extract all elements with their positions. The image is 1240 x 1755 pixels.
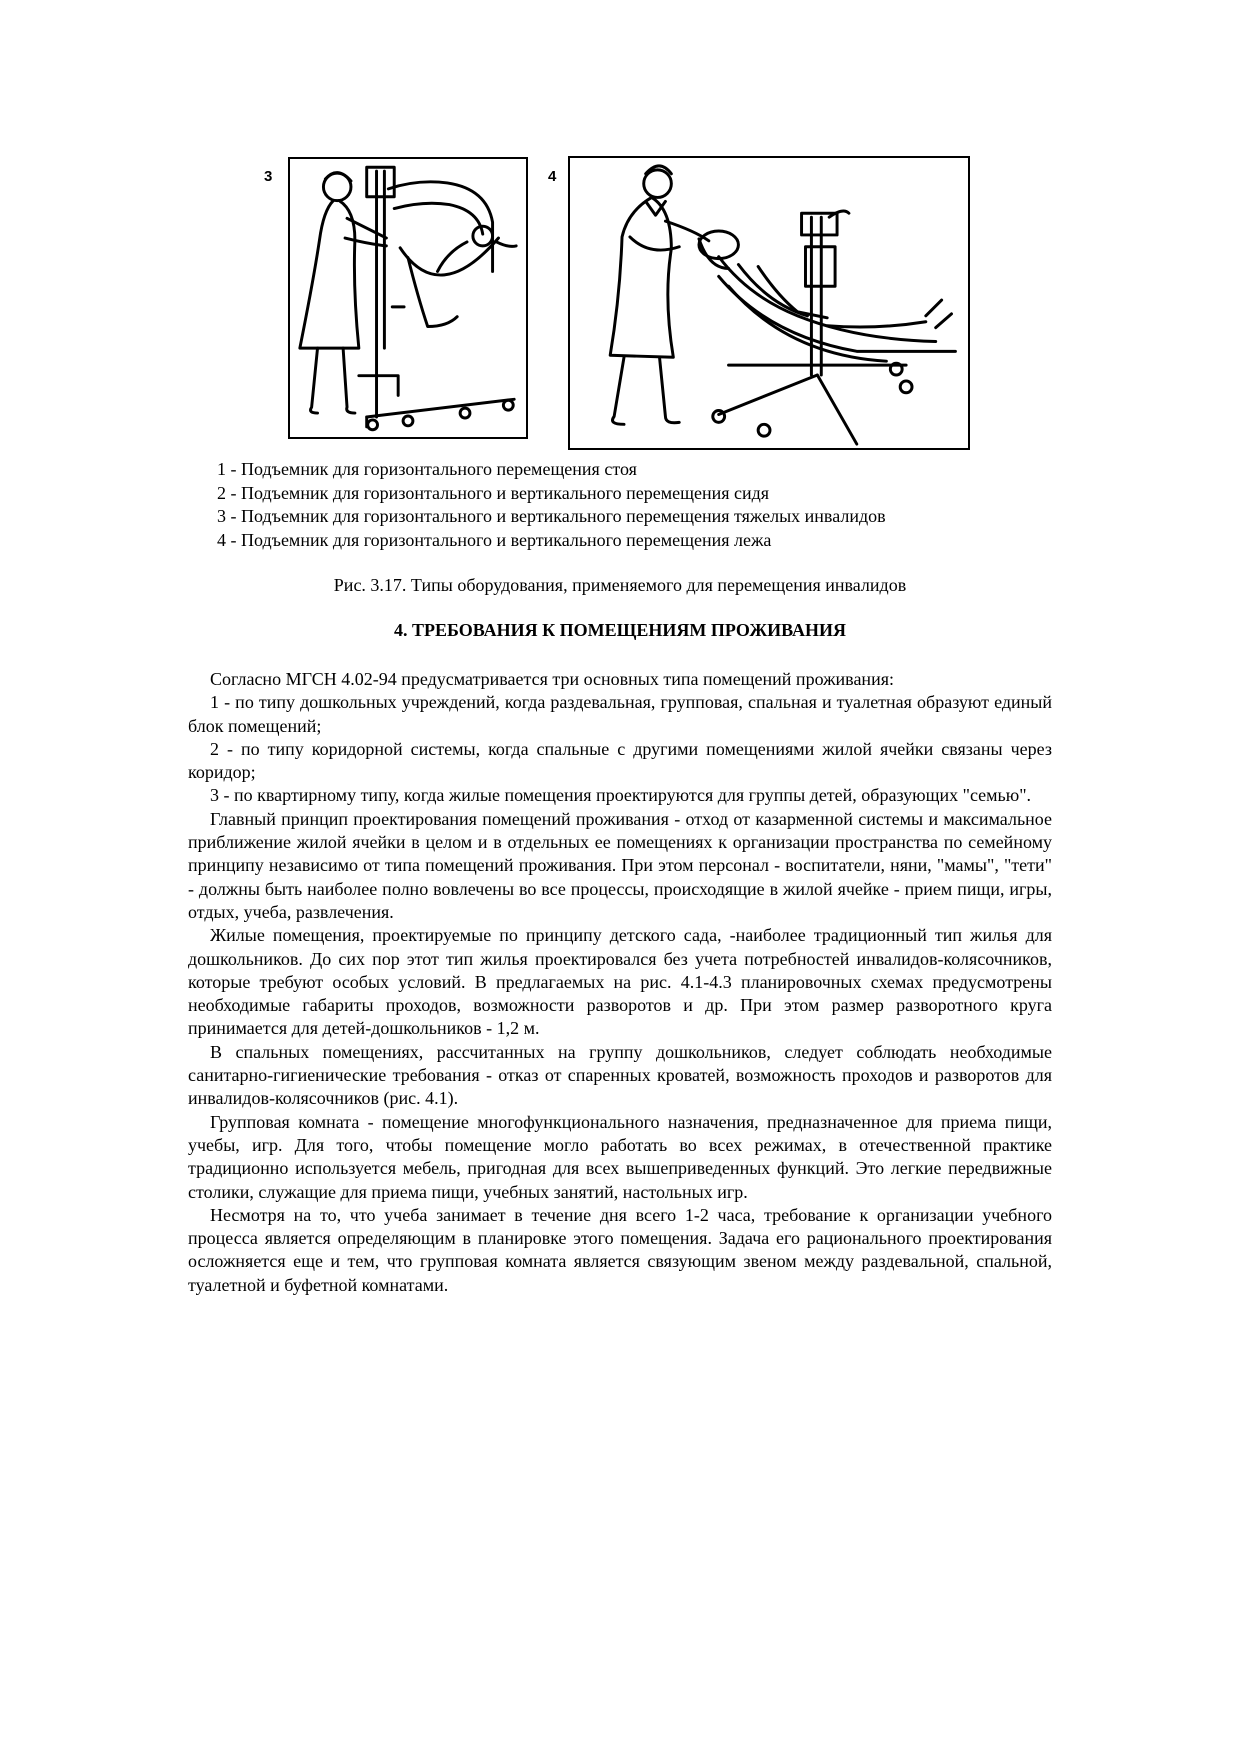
- paragraph: Согласно МГСН 4.02-94 предусматривается три основных типа помещений проживания:: [210, 669, 894, 689]
- paragraph: 1 - по типу дошкольных учреждений, когда раздевальная, групповая, спальная и туалетная образуют единый блок помещений;: [188, 692, 1052, 736]
- section-heading: 4. ТРЕБОВАНИЯ К ПОМЕЩЕНИЯМ ПРОЖИВАНИЯ: [393, 620, 847, 640]
- hoist-lying-patient-illustration: [570, 158, 968, 448]
- figure-caption: Рис. 3.17. Типы оборудования, применяемого для перемещения инвалидов: [333, 575, 907, 595]
- paragraph: В спальных помещениях, рассчитанных на группу дошкольников, следует соблюдать необходимые санитарно-гигиенические требования - отказ от спаренных кроватей, возможность проходов и разворотов для инвалидов-колясочников (рис. 4.1).: [188, 1041, 1052, 1109]
- legend-item: 3 - Подъемник для горизонтального и вертикального перемещения тяжелых инвалидов: [217, 506, 886, 526]
- panel-4-number: 4: [548, 168, 557, 185]
- panel-4-illustration: [568, 156, 970, 450]
- body-text: [188, 668, 1052, 1297]
- paragraph: Главный принцип проектирования помещений проживания - отход от казарменной системы и максимальное приближение жилой ячейки в целом и в отдельных ее помещениях к организации пространства по семейному принципу независимо от типа помещений проживания. При этом персонал - воспитатели, няни, "мамы", "тети" - должны быть наиболее полно вовлечены во все процессы, происходящие в жилой ячейке - прием пищи, игры, отдых, учеба, развлечения.: [188, 808, 1052, 922]
- paragraph: Групповая комната - помещение многофункционального назначения, предназначенное для приема пищи, учебы, игр. Для того, чтобы помещение могло работать во всех режимах, в отечественной практике традиционно используется мебель, пригодная для всех вышеприведенных функций. Это легкие передвижные столики, служащие для приема пищи, учебных занятий, настольных игр.: [188, 1111, 1052, 1202]
- paragraph: Несмотря на то, что учеба занимает в течение дня всего 1-2 часа, требование к организации учебного процесса является определяющим в планировке этого помещения. Задача его рационального проектирования осложняется еще и тем, что групповая комната является связующим звеном между раздевальной, спальной, туалетной и буфетной комнатами.: [188, 1204, 1052, 1295]
- panel-3-number: 3: [264, 168, 273, 185]
- lift-equipment-figure: [258, 154, 978, 454]
- hoist-standing-nurse-illustration: [290, 159, 526, 437]
- legend-item: 1 - Подъемник для горизонтального перемещения стоя: [217, 459, 637, 479]
- legend-item: 4 - Подъемник для горизонтального и вертикального перемещения лежа: [217, 529, 772, 550]
- paragraph: 2 - по типу коридорной системы, когда спальные с другими помещениями жилой ячейки связаны через коридор;: [188, 738, 1052, 783]
- panel-3-illustration: [288, 157, 528, 439]
- legend-item: 2 - Подъемник для горизонтального и вертикального перемещения сидя: [217, 482, 770, 503]
- figure-legend: [217, 458, 1017, 552]
- paragraph: 3 - по квартирному типу, когда жилые помещения проектируются для группы детей, образующих "семью".: [210, 785, 1032, 806]
- paragraph: Жилые помещения, проектируемые по принципу детского сада, -наиболее традиционный тип жилья для дошкольников. До сих пор этот тип жилья проектировался без учета потребностей инвалидов-колясочников, которые требуют особых условий. В предлагаемых на рис. 4.1-4.3 планировочных схемах предусмотрены необходимые габариты проходов, возможности разворотов и др. При этом размер разворотного круга принимается для детей-дошкольников - 1,2 м.: [188, 925, 1052, 1039]
